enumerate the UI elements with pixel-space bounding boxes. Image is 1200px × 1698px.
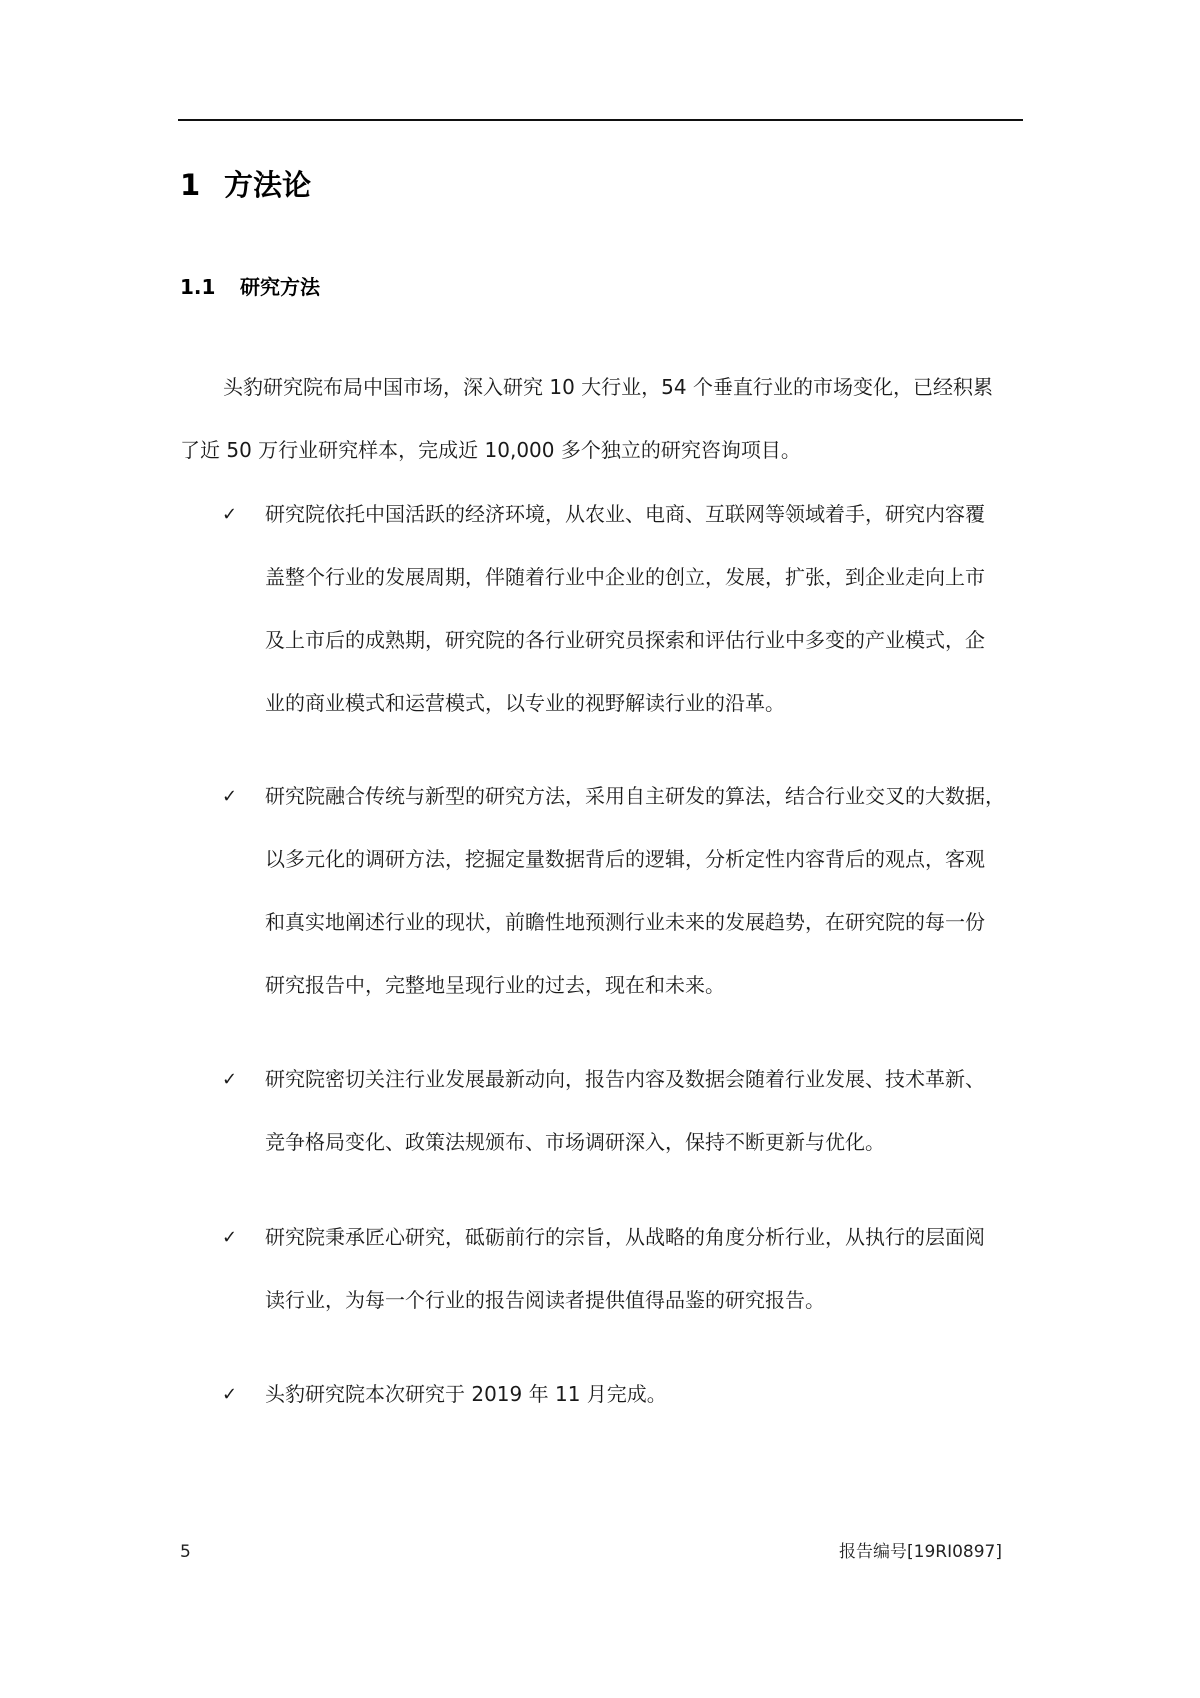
bullet-line: 读行业，为每一个行业的报告阅读者提供值得品鉴的研究报告。	[265, 1288, 825, 1312]
bullet-line: 头豹研究院本次研究于 2019 年 11 月完成。	[265, 1382, 667, 1406]
section-heading	[180, 166, 311, 204]
bullet-line: 研究院密切关注行业发展最新动向，报告内容及数据会随着行业发展、技术革新、	[265, 1067, 985, 1091]
bullet-text	[265, 765, 1025, 1017]
section-number: 1	[180, 168, 201, 202]
bullet-line: 及上市后的成熟期，研究院的各行业研究员探索和评估行业中多变的产业模式，企	[265, 628, 985, 652]
bullet-line: 和真实地阐述行业的现状，前瞻性地预测行业未来的发展趋势，在研究院的每一份	[265, 910, 985, 934]
header-rule	[178, 119, 1023, 121]
intro-paragraph	[180, 356, 1022, 482]
bullet-line: 研究报告中，完整地呈现行业的过去，现在和未来。	[265, 973, 725, 997]
paragraph-line: 了近 50 万行业研究样本，完成近 10,000 多个独立的研究咨询项目。	[180, 438, 801, 462]
check-icon: ✓	[222, 1069, 238, 1090]
check-icon: ✓	[222, 504, 238, 525]
bullet-line: 研究院依托中国活跃的经济环境，从农业、电商、互联网等领域着手，研究内容覆	[265, 502, 985, 526]
report-id: 报告编号[19RI0897]	[839, 1542, 1002, 1562]
bullet-line: 盖整个行业的发展周期，伴随着行业中企业的创立，发展，扩张，到企业走向上市	[265, 565, 985, 589]
bullet-line: 业的商业模式和运营模式，以专业的视野解读行业的沿革。	[265, 691, 785, 715]
subsection-title: 研究方法	[240, 275, 320, 299]
bullet-line: 研究院融合传统与新型的研究方法，采用自主研发的算法，结合行业交叉的大数据，	[265, 784, 1005, 808]
page-number: 5	[180, 1542, 191, 1562]
bullet-text	[265, 1206, 1025, 1332]
check-icon: ✓	[222, 786, 238, 807]
bullet-line: 研究院秉承匠心研究，砥砺前行的宗旨，从战略的角度分析行业，从执行的层面阅	[265, 1225, 985, 1249]
bullet-text	[265, 1048, 1025, 1174]
subsection-heading	[180, 274, 320, 300]
check-icon: ✓	[222, 1227, 238, 1248]
check-icon: ✓	[222, 1384, 238, 1405]
bullet-line: 竞争格局变化、政策法规颁布、市场调研深入，保持不断更新与优化。	[265, 1130, 885, 1154]
section-title: 方法论	[224, 168, 312, 202]
subsection-number: 1.1	[180, 275, 216, 299]
bullet-text	[265, 1363, 1025, 1426]
bullet-line: 以多元化的调研方法，挖掘定量数据背后的逻辑，分析定性内容背后的观点，客观	[265, 847, 985, 871]
bullet-text	[265, 483, 1025, 735]
paragraph-line: 头豹研究院布局中国市场，深入研究 10 大行业，54 个垂直行业的市场变化，已经积累	[223, 375, 993, 399]
